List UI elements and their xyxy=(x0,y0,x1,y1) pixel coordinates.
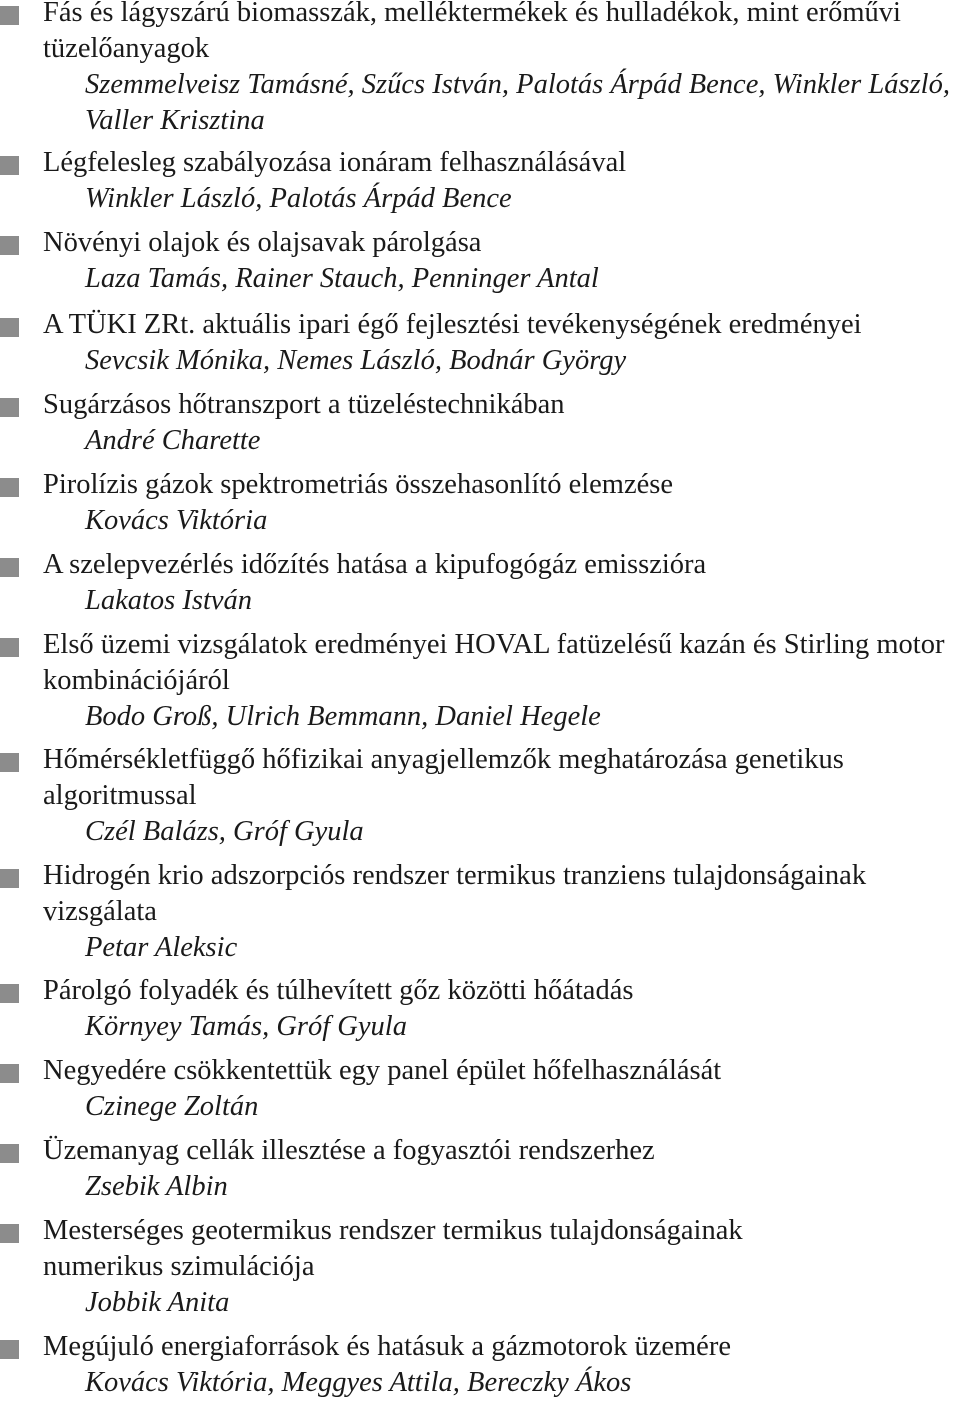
title-line: Negyedére csökkentettük egy panel épület hőfelhasználását xyxy=(43,1055,722,1086)
square-bullet-icon xyxy=(0,478,19,497)
square-bullet-icon xyxy=(0,236,19,255)
author-line: Jobbik Anita xyxy=(85,1287,230,1318)
square-bullet-icon xyxy=(0,6,19,25)
author-line: Kovács Viktória, Meggyes Attila, Bereczky Ákos xyxy=(85,1367,632,1398)
article-title xyxy=(43,145,958,181)
square-bullet-icon xyxy=(0,638,19,657)
article-title xyxy=(43,858,958,930)
square-bullet-icon xyxy=(0,156,19,175)
title-line: Mesterséges geotermikus rendszer termikus tulajdonságainak xyxy=(43,1215,743,1246)
square-bullet-icon xyxy=(0,984,19,1003)
title-line: Hidrogén krio adszorpciós rendszer termikus tranziens tulajdonságainak xyxy=(43,860,867,891)
square-bullet-icon xyxy=(0,753,19,772)
title-line: Pirolízis gázok spektrometriás összehasonlító elemzése xyxy=(43,469,673,500)
author-line: Czél Balázs, Gróf Gyula xyxy=(85,816,364,847)
author-line: Sevcsik Mónika, Nemes László, Bodnár György xyxy=(85,345,627,376)
article-title xyxy=(43,742,958,814)
article-authors xyxy=(85,1089,258,1125)
title-line: Üzemanyag cellák illesztése a fogyasztói rendszerhez xyxy=(43,1135,655,1166)
title-line: A szelepvezérlés időzítés hatása a kipufogógáz emisszióra xyxy=(43,549,707,580)
title-line: tüzelőanyagok xyxy=(43,33,210,64)
article-authors xyxy=(85,261,599,297)
article-title xyxy=(43,0,958,67)
author-line: Környey Tamás, Gróf Gyula xyxy=(85,1011,407,1042)
title-line: vizsgálata xyxy=(43,896,157,927)
title-line: Első üzemi vizsgálatok eredményei HOVAL fatüzelésű kazán és Stirling motor xyxy=(43,629,945,660)
article-authors xyxy=(85,1169,228,1205)
article-authors xyxy=(85,1285,229,1321)
article-authors xyxy=(85,1009,407,1045)
article-authors xyxy=(85,181,512,217)
square-bullet-icon xyxy=(0,1144,19,1163)
square-bullet-icon xyxy=(0,558,19,577)
title-line: Légfelesleg szabályozása ionáram felhasználásával xyxy=(43,147,627,178)
square-bullet-icon xyxy=(0,318,19,337)
article-authors xyxy=(85,930,237,966)
author-line: Laza Tamás, Rainer Stauch, Penninger Antal xyxy=(85,263,599,294)
square-bullet-icon xyxy=(0,1224,19,1243)
author-line: Zsebik Albin xyxy=(85,1171,228,1202)
article-title xyxy=(43,627,958,699)
article-authors xyxy=(85,67,950,139)
article-title xyxy=(43,973,958,1009)
square-bullet-icon xyxy=(0,1340,19,1359)
article-title xyxy=(43,1133,958,1169)
author-line: Lakatos István xyxy=(85,585,253,616)
author-line: Winkler László, Palotás Árpád Bence xyxy=(85,183,512,214)
article-title xyxy=(43,1329,958,1365)
title-line: kombinációjáról xyxy=(43,665,230,696)
author-line: Szemmelveisz Tamásné, Szűcs István, Palotás Árpád Bence, Winkler László, xyxy=(85,69,950,100)
square-bullet-icon xyxy=(0,398,19,417)
article-authors xyxy=(85,814,364,850)
article-title xyxy=(43,1213,958,1285)
title-line: Fás és lágyszárú biomasszák, melléktermékek és hulladékok, mint erőművi xyxy=(43,0,901,28)
title-line: Sugárzásos hőtranszport a tüzeléstechnikában xyxy=(43,389,565,420)
title-line: Megújuló energiaforrások és hatásuk a gázmotorok üzemére xyxy=(43,1331,731,1362)
article-authors xyxy=(85,503,267,539)
author-line: Petar Aleksic xyxy=(85,932,238,963)
article-authors xyxy=(85,583,252,619)
square-bullet-icon xyxy=(0,869,19,888)
article-authors xyxy=(85,423,260,459)
author-line: André Charette xyxy=(85,425,261,456)
author-line: Kovács Viktória xyxy=(85,505,268,536)
article-title xyxy=(43,307,958,343)
author-line: Valler Krisztina xyxy=(85,105,265,136)
title-line: Növényi olajok és olajsavak párolgása xyxy=(43,227,482,258)
article-title xyxy=(43,467,958,503)
title-line: numerikus szimulációja xyxy=(43,1251,315,1282)
article-authors xyxy=(85,343,626,379)
title-line: Párolgó folyadék és túlhevített gőz közötti hőátadás xyxy=(43,975,634,1006)
square-bullet-icon xyxy=(0,1064,19,1083)
article-title xyxy=(43,547,958,583)
title-line: A TÜKI ZRt. aktuális ipari égő fejlesztési tevékenységének eredményei xyxy=(43,309,862,340)
article-title xyxy=(43,387,958,423)
article-title xyxy=(43,1053,958,1089)
article-authors xyxy=(85,1365,631,1401)
article-authors xyxy=(85,699,601,735)
article-title xyxy=(43,225,958,261)
author-line: Czinege Zoltán xyxy=(85,1091,259,1122)
author-line: Bodo Groß, Ulrich Bemmann, Daniel Hegele xyxy=(85,701,601,732)
title-line: Hőmérsékletfüggő hőfizikai anyagjellemzők meghatározása genetikus xyxy=(43,744,844,775)
title-line: algoritmussal xyxy=(43,780,197,811)
